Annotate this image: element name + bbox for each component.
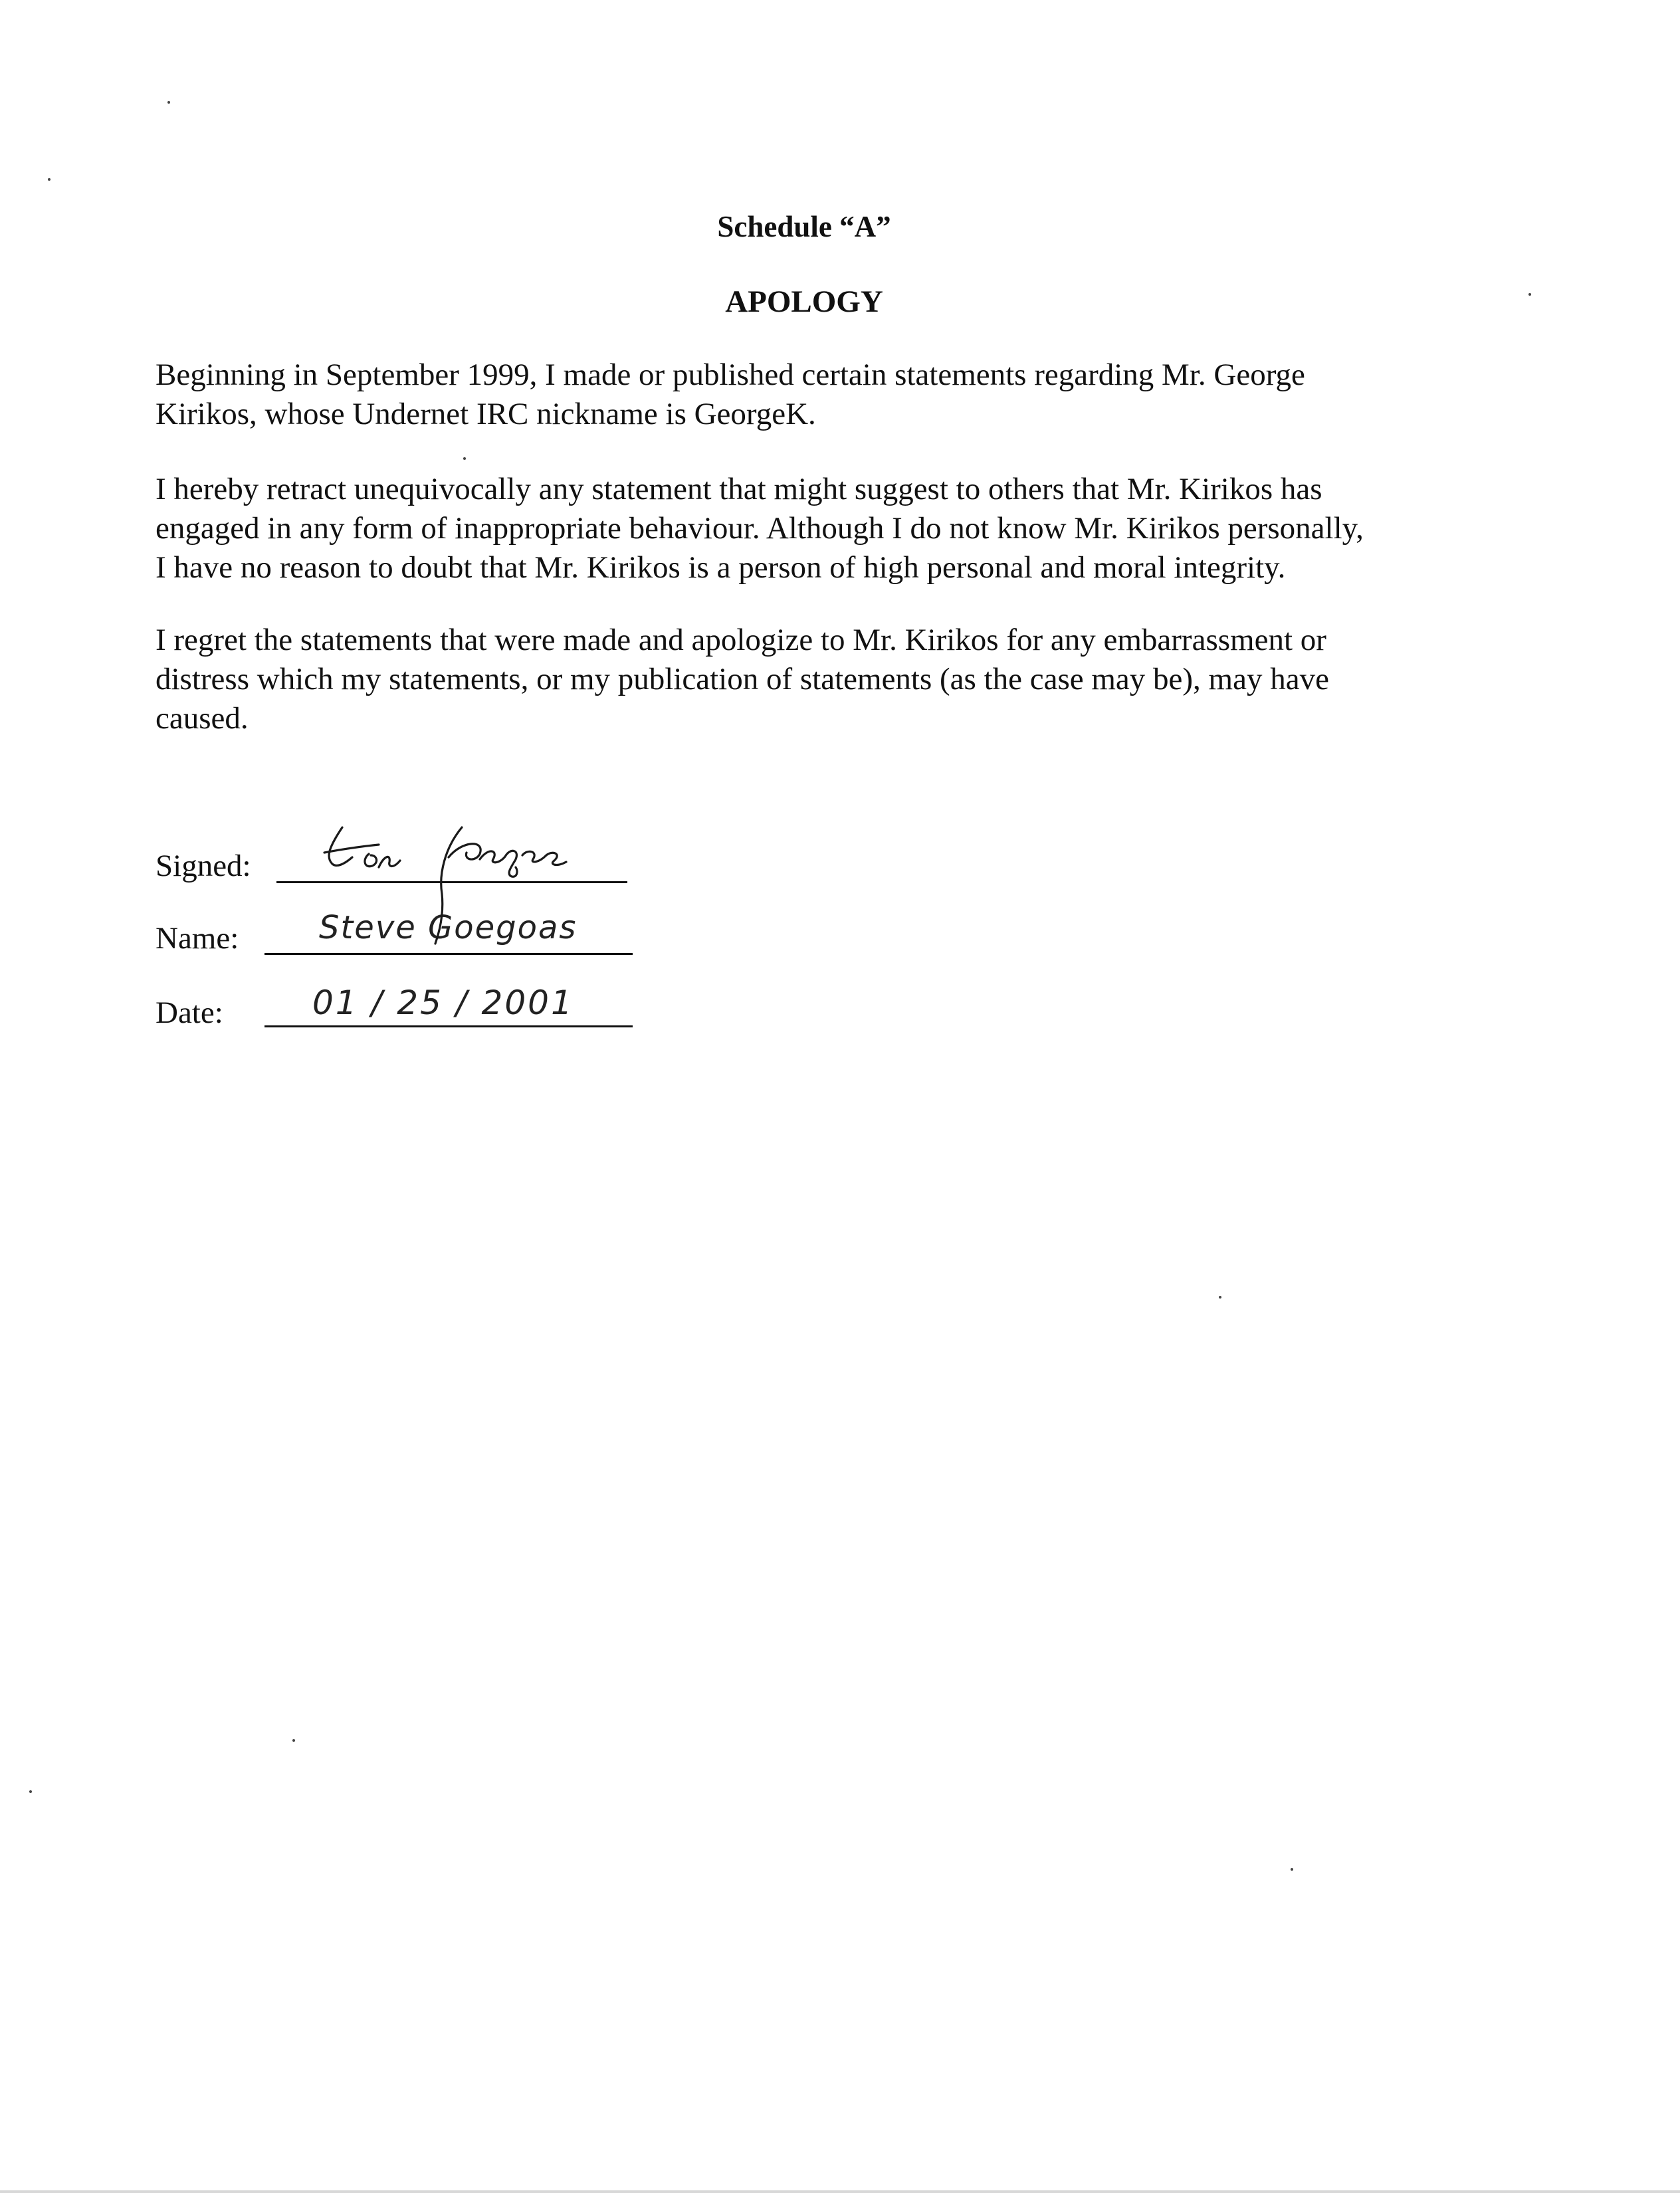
paragraph-line: I hereby retract unequivocally any statement that might suggest to others that Mr. Kirikos has [156,472,1322,506]
paragraph-regret [156,621,1485,738]
paragraph-retraction [156,470,1485,587]
scan-speck [463,457,466,460]
paragraph-line: engaged in any form of inappropriate behaviour. Although I do not know Mr. Kirikos personally, [156,511,1364,546]
paragraph-line: distress which my statements, or my publication of statements (as the case may be), may have [156,662,1329,696]
apology-heading: APOLOGY [725,284,883,319]
paragraph-line: caused. [156,701,249,736]
paragraph-statements [156,356,1485,434]
scan-speck [167,101,170,104]
paragraph-line: Beginning in September 1999, I made or published certain statements regarding Mr. George [156,358,1305,392]
date-handwritten-value: 01 / 25 / 2001 [312,984,574,1022]
scan-speck [29,1790,32,1793]
page-bottom-edge [0,2190,1680,2193]
date-underline [264,1025,633,1027]
scan-speck [1291,1868,1293,1871]
scan-speck [48,178,51,181]
signed-label: Signed: [156,849,251,883]
paragraph-line: Kirikos, whose Undernet IRC nickname is GeorgeK. [156,397,816,431]
date-label: Date: [156,995,223,1030]
handwritten-signature [306,821,585,954]
scan-speck [1528,293,1531,296]
schedule-title: Schedule “A” [717,210,891,243]
scan-speck [292,1739,295,1742]
paragraph-line: I regret the statements that were made and apologize to Mr. Kirikos for any embarrassment or [156,623,1326,657]
name-handwritten-value: Steve Goegoas [319,909,578,946]
scan-speck [1219,1296,1221,1299]
paragraph-line: I have no reason to doubt that Mr. Kirikos is a person of high personal and moral integrity. [156,550,1286,585]
name-label: Name: [156,921,239,956]
